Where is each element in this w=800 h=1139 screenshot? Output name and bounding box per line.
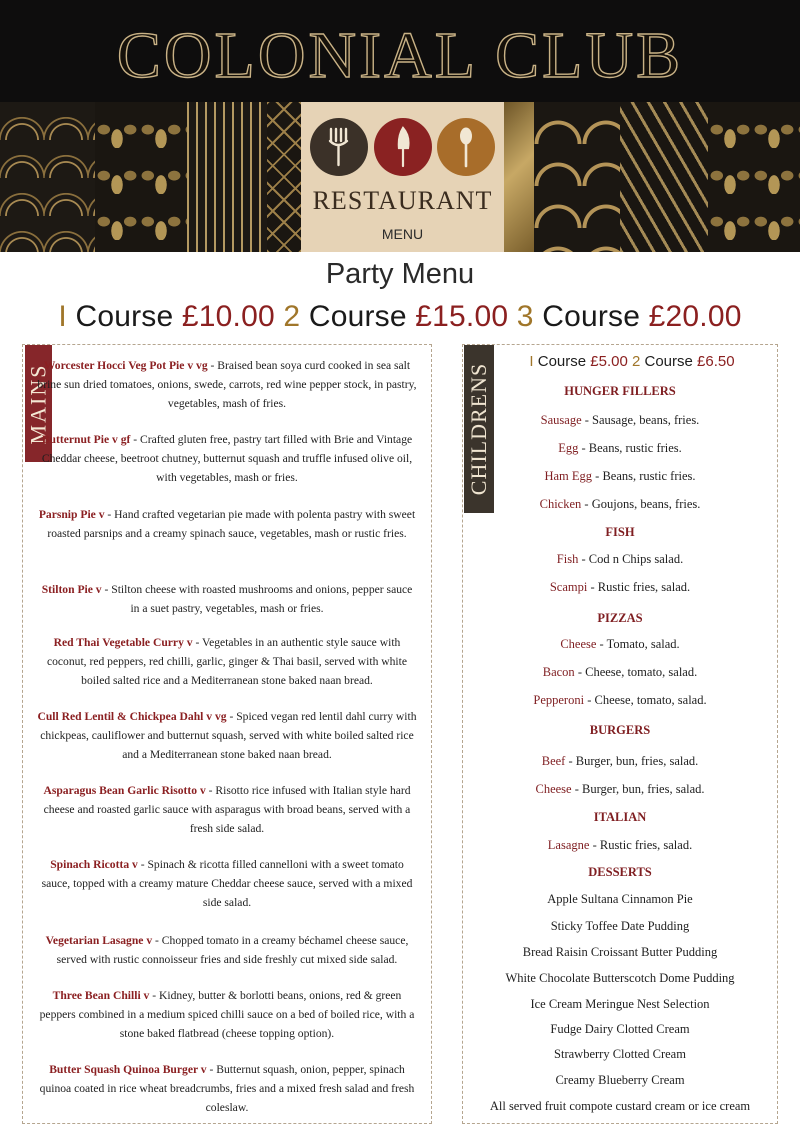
dish-name: Egg bbox=[558, 441, 579, 455]
childrens-menu-item bbox=[470, 838, 770, 853]
dish-name: Cheese bbox=[535, 782, 572, 796]
dish-name: Parsnip Pie v bbox=[38, 508, 105, 521]
restaurant-label: RESTAURANT bbox=[312, 186, 493, 215]
main-dish-item bbox=[36, 580, 418, 618]
title-bar bbox=[0, 0, 800, 102]
dish-description: - Cheese, tomato, salad. bbox=[574, 665, 698, 679]
main-dish-item bbox=[36, 931, 418, 969]
childrens-menu-item bbox=[470, 637, 770, 652]
fan-pattern-tile bbox=[0, 102, 95, 252]
main-dish-item bbox=[36, 505, 418, 543]
dish-name: Cull Red Lentil & Chickpea Dahl v vg bbox=[37, 710, 227, 723]
course-word: Course bbox=[533, 353, 591, 370]
childrens-menu-item bbox=[470, 693, 770, 708]
dish-name: Three Bean Chilli v bbox=[52, 989, 150, 1002]
menu-label: MENU bbox=[381, 226, 424, 242]
childrens-menu-item bbox=[470, 754, 770, 769]
party-menu-heading: Party Menu bbox=[325, 258, 475, 290]
childrens-course-prices bbox=[502, 353, 762, 370]
dish-name: Beef bbox=[541, 754, 566, 768]
dish-description: - Tomato, salad. bbox=[596, 637, 680, 651]
course-number: I bbox=[529, 353, 534, 370]
arch-pattern-tile bbox=[534, 102, 620, 252]
childrens-menu-item bbox=[470, 782, 770, 797]
dessert-item: All served fruit compote custard cream or ice cream bbox=[489, 1099, 751, 1113]
childrens-tab-label: CHILDRENS bbox=[466, 362, 492, 496]
course-number: 2 bbox=[627, 353, 641, 370]
dessert-item: Fudge Dairy Clotted Cream bbox=[550, 1022, 690, 1036]
main-dish-item bbox=[36, 430, 418, 487]
childrens-menu-item bbox=[470, 552, 770, 567]
dessert-item: Ice Cream Meringue Nest Selection bbox=[530, 997, 710, 1011]
childrens-menu-item bbox=[470, 441, 770, 456]
lotus-pattern-tile bbox=[95, 102, 187, 252]
course-price: £5.00 bbox=[590, 353, 628, 370]
chevron-pattern-tile bbox=[620, 102, 708, 252]
course-number: 3 bbox=[508, 300, 534, 333]
dish-name: Scampi bbox=[549, 580, 588, 594]
course-word: Course bbox=[533, 300, 649, 333]
childrens-section-heading: PIZZAS bbox=[597, 611, 643, 625]
childrens-menu-item bbox=[470, 580, 770, 595]
dish-description: - Kidney, butter & borlotti beans, onions, red & green peppers combined in a medium spiced chilli sauce on a bed of boiled rice, with a stone baked flatbread (cheese topping option). bbox=[39, 989, 415, 1040]
restaurant-logo bbox=[301, 102, 504, 252]
dish-description: - Beans, rustic fries. bbox=[578, 441, 682, 455]
childrens-menu-item bbox=[470, 665, 770, 680]
main-dish-item bbox=[36, 356, 418, 413]
lotus-pattern-tile bbox=[708, 102, 800, 252]
spoon-icon bbox=[437, 118, 495, 176]
dish-name: Sausage bbox=[540, 413, 582, 427]
dish-name: Butter Squash Quinoa Burger v bbox=[49, 1063, 207, 1076]
childrens-section-heading: FISH bbox=[605, 525, 635, 539]
dish-name: Worcester Hocci Veg Pot Pie v vg bbox=[43, 359, 208, 372]
dish-name: Stilton Pie v bbox=[41, 583, 102, 596]
course-word: Course bbox=[640, 353, 698, 370]
course-number: I bbox=[58, 300, 67, 333]
dish-description: - Spinach & ricotta filled cannelloni with a sweet tomato sauce, topped with a creamy mature Cheddar cheese sauce, served with a mixed side salad. bbox=[41, 858, 413, 909]
diamond-pattern-tile bbox=[267, 102, 301, 252]
dish-description: - Cod n Chips salad. bbox=[578, 552, 684, 566]
dish-description: - Stilton cheese with roasted mushrooms and onions, pepper sauce in a suet pastry, vegetables, mash or fries. bbox=[101, 583, 413, 615]
childrens-menu-item bbox=[470, 497, 770, 512]
course-word: Course bbox=[300, 300, 416, 333]
dish-description: - Hand crafted vegetarian pie made with polenta pastry with sweet roasted parsnips and a creamy spinach sauce, vegetables, mash or rustic fries. bbox=[47, 508, 416, 540]
dish-name: Ham Egg bbox=[544, 469, 593, 483]
dessert-item: Strawberry Clotted Cream bbox=[554, 1047, 686, 1061]
dish-name: Spinach Ricotta v bbox=[50, 858, 138, 871]
course-word: Course bbox=[66, 300, 182, 333]
dish-description: - Braised bean soya curd cooked in sea salt brine sun dried tomatoes, onions, swede, carrots, red wine pepper stock, in pastry, vegetables, mash of fries. bbox=[37, 359, 417, 410]
childrens-tab bbox=[464, 345, 494, 513]
dish-description: - Risotto rice infused with Italian style hard cheese and roasted garlic sauce with asparagus with broad beans, served with a fresh side salad. bbox=[43, 784, 411, 835]
dish-description: - Spiced vegan red lentil dahl curry with chickpeas, cauliflower and butternut squash, served with white boiled salted rice and a Mediterranean stone baked naan bread. bbox=[40, 710, 417, 761]
dish-name: Cheese bbox=[560, 637, 597, 651]
mains-tab-label: MAINS bbox=[25, 363, 51, 444]
childrens-menu-item bbox=[470, 413, 770, 428]
dish-description: - Chopped tomato in a creamy béchamel cheese sauce, served with rustic connoisseur fries and side freshly cut mixed side salad. bbox=[56, 934, 409, 966]
childrens-section-heading: DESSERTS bbox=[588, 865, 652, 879]
course-prices bbox=[0, 300, 800, 334]
course-price: £10.00 bbox=[181, 300, 275, 333]
fork-icon bbox=[310, 118, 368, 176]
dish-name: Fish bbox=[556, 552, 579, 566]
childrens-section-heading: BURGERS bbox=[589, 723, 651, 737]
dish-name: Lasagne bbox=[547, 838, 590, 852]
main-dish-item bbox=[36, 781, 418, 838]
course-number: 2 bbox=[274, 300, 301, 333]
dish-description: - Beans, rustic fries. bbox=[592, 469, 696, 483]
dish-description: - Rustic fries, salad. bbox=[587, 580, 691, 594]
dessert-item: Bread Raisin Croissant Butter Pudding bbox=[522, 945, 718, 959]
dish-name: Butternut Pie v gf bbox=[41, 433, 131, 446]
dish-name: Asparagus Bean Garlic Risotto v bbox=[43, 784, 206, 797]
childrens-section-heading: HUNGER FILLERS bbox=[564, 384, 676, 398]
dish-name: Pepperoni bbox=[533, 693, 585, 707]
dish-description: - Burger, bun, fries, salad. bbox=[571, 782, 705, 796]
dish-name: Chicken bbox=[539, 497, 582, 511]
childrens-menu-item bbox=[470, 469, 770, 484]
main-dish-item bbox=[36, 855, 418, 912]
dessert-item: Apple Sultana Cinnamon Pie bbox=[547, 892, 693, 906]
main-dish-item bbox=[36, 707, 418, 764]
dish-name: Vegetarian Lasagne v bbox=[45, 934, 153, 947]
dish-description: - Burger, bun, fries, salad. bbox=[565, 754, 699, 768]
dessert-item: White Chocolate Butterscotch Dome Pudding bbox=[505, 971, 735, 985]
dish-name: Red Thai Vegetable Curry v bbox=[53, 636, 193, 649]
dish-description: - Goujons, beans, fries. bbox=[581, 497, 701, 511]
stripe-pattern-tile bbox=[187, 102, 267, 252]
gold-pattern-tile bbox=[504, 102, 534, 252]
course-price: £20.00 bbox=[648, 300, 742, 333]
header-banner bbox=[0, 0, 800, 252]
main-dish-item bbox=[36, 1060, 418, 1117]
course-price: £15.00 bbox=[415, 300, 509, 333]
dish-description: - Rustic fries, salad. bbox=[589, 838, 693, 852]
dish-description: - Crafted gluten free, pastry tart filled with Brie and Vintage Cheddar cheese, beetroot chutney, butternut squash and truffle infused olive oil, with vegetables, mash or fries. bbox=[41, 433, 413, 484]
club-title: COLONIAL CLUB bbox=[116, 19, 684, 92]
childrens-section-heading: ITALIAN bbox=[593, 810, 647, 824]
course-price: £6.50 bbox=[697, 353, 735, 370]
main-dish-item bbox=[36, 633, 418, 690]
dish-description: - Vegetables in an authentic style sauce with coconut, red peppers, red chilli, garlic, ginger & Thai basil, served with white boiled salted rice and a Mediterranean stone baked naan bread. bbox=[46, 636, 408, 687]
dish-description: - Sausage, beans, fries. bbox=[581, 413, 700, 427]
dish-name: Bacon bbox=[542, 665, 575, 679]
dessert-item: Sticky Toffee Date Pudding bbox=[550, 919, 690, 933]
dessert-item: Creamy Blueberry Cream bbox=[555, 1073, 685, 1087]
dish-description: - Butternut squash, onion, pepper, spinach quinoa coated in rice wheat breadcrumbs, fries and a mixed fresh salad and fresh coleslaw. bbox=[39, 1063, 415, 1114]
main-dish-item bbox=[36, 986, 418, 1043]
knife-icon bbox=[374, 118, 432, 176]
dish-description: - Cheese, tomato, salad. bbox=[584, 693, 707, 707]
